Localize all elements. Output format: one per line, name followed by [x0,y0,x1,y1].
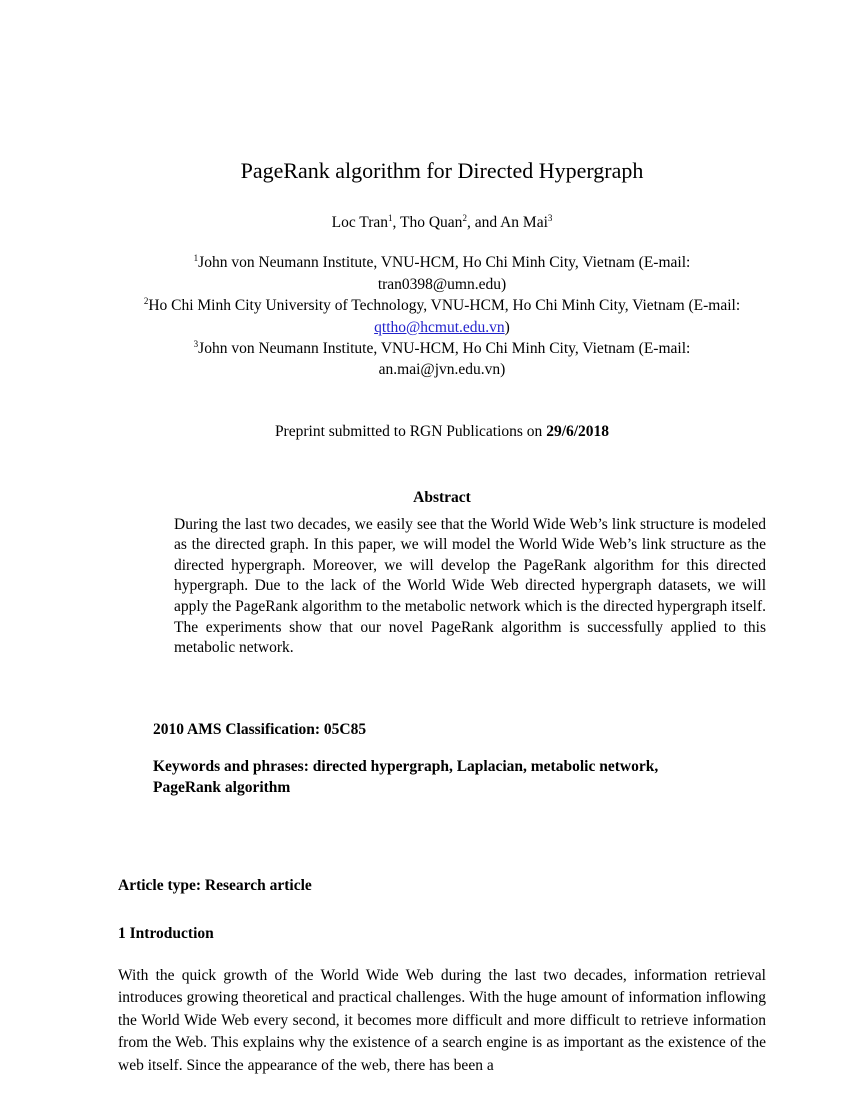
affiliation-text-1: John von Neumann Institute, VNU-HCM, Ho Chi Minh City, Vietnam (E-mail: [198,254,691,272]
author-name-2: Tho Quan [400,214,463,232]
affiliation-email-link-2[interactable]: qttho@hcmut.edu.vn [374,318,505,336]
author-affil-marker-2: 2 [462,213,467,224]
author-list [118,214,766,232]
affiliation-marker-2: 2 [143,295,149,306]
affiliation-1 [118,252,766,295]
page-content [118,0,766,1077]
affiliation-marker-3: 3 [193,338,199,349]
preprint-prefix: Preprint submitted to RGN Publications on [274,422,547,440]
abstract-heading: Abstract [413,488,471,506]
page-title: PageRank algorithm for Directed Hypergraph [240,158,644,183]
affiliation-tail-3: ) [500,361,506,379]
preprint-date: 29/6/2018 [546,422,610,440]
author-separator-1: , [392,214,401,232]
keywords-line: Keywords and phrases: directed hypergraph, Laplacian, metabolic network, PageRank algorithm [153,757,659,796]
affiliation-text-2: Ho Chi Minh City University of Technology, VNU-HCM, Ho Chi Minh City, Vietnam (E-mail: [148,297,741,315]
section-heading-introduction: 1 Introduction [118,924,214,942]
author-affil-marker-3: 3 [547,213,553,224]
author-affil-marker-1: 1 [388,213,393,224]
affiliation-text-3: John von Neumann Institute, VNU-HCM, Ho Chi Minh City, Vietnam (E-mail: [198,339,691,357]
section-paragraph-introduction: With the quick growth of the World Wide Web during the last two decades, information retrieval introduces growing theoretical and practical challenges. With the huge amount of information inflowing the World Wide Web every second, it becomes more difficult and more difficult to retrieve information from the Web. This explains why the existence of a search engine is as important as the existence of the web itself. Since the appearance of the web, there has been a [118,966,766,1074]
author-name-3: An Mai [500,214,548,232]
author-separator-2: , and [466,214,501,232]
affiliation-marker-1: 1 [193,253,199,264]
author-name-1: Loc Tran [331,214,389,232]
affiliation-email-3: an.mai@jvn.edu.vn [378,361,501,379]
affiliation-email-1: tran0398@umn.edu [377,275,501,293]
preprint-note [118,423,766,441]
affiliation-2 [118,295,766,338]
article-type: Article type: Research article [118,876,312,894]
abstract-text: During the last two decades, we easily see that the World Wide Web’s link structure is modeled as the directed graph. In this paper, we will model the World Wide Web’s link structure as the directed hypergraph. Moreover, we will develop the PageRank algorithm for this directed hypergraph. Due to the lack of the World Wide Web directed hypergraph datasets, we will apply the PageRank algorithm to the metabolic network which is the directed hypergraph itself. The experiments show that our novel PageRank algorithm is successfully applied to this metabolic network. [174,515,766,657]
affiliation-tail-1: ) [501,275,507,293]
affiliation-block [118,252,766,380]
ams-classification: 2010 AMS Classification: 05C85 [153,720,367,738]
affiliation-tail-2: ) [504,318,510,336]
affiliation-3 [118,338,766,381]
